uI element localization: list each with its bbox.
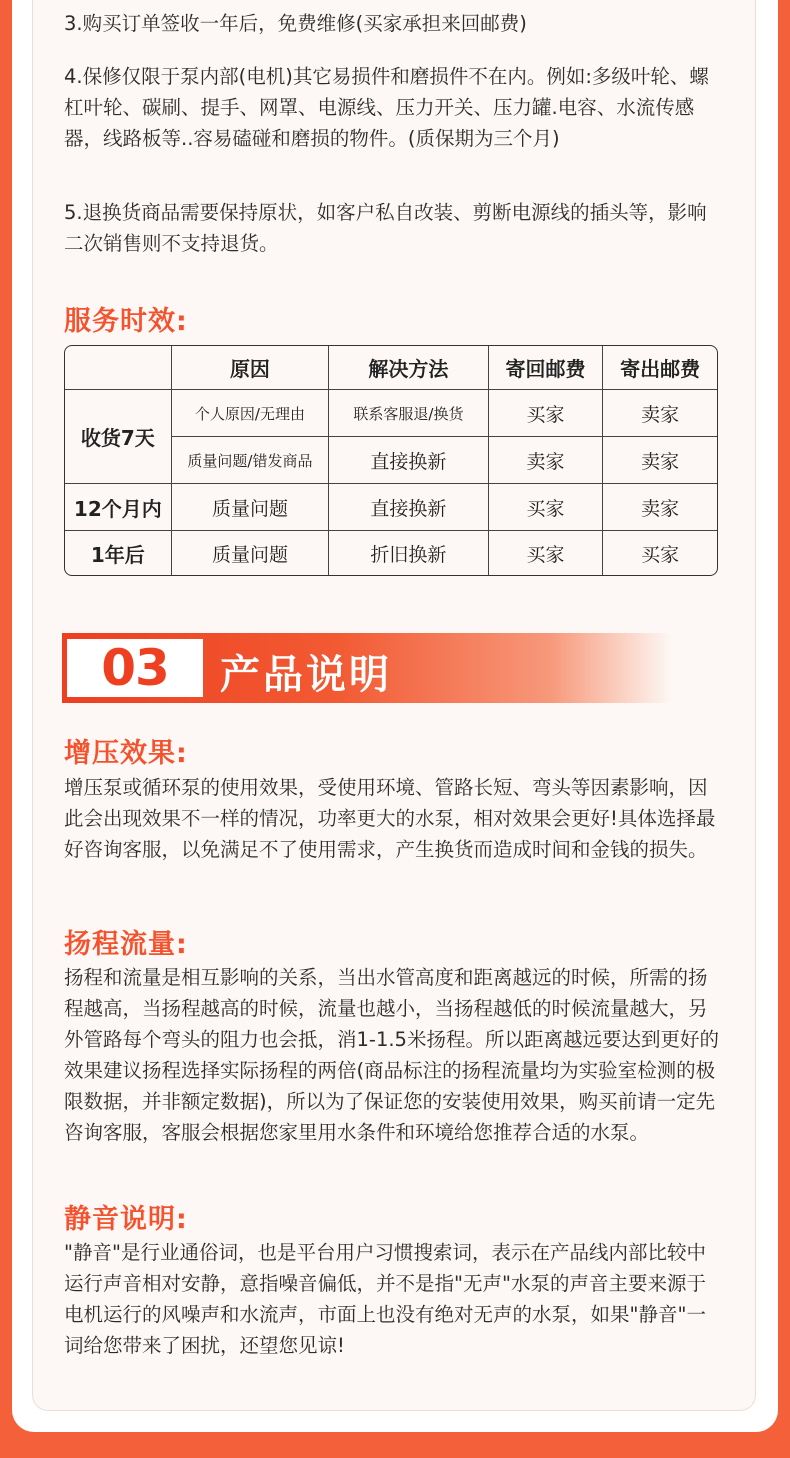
silent-body: "静音"是行业通俗词，也是平台用户习惯搜索词，表示在产品线内部比较中运行声音相对安静，意指噪音偏低，并不是指"无声"水泵的声音主要来源于电机运行的风噪声和水流声，市面上也没有绝对无声的水泵，如果"静音"一词给您带来了困扰，还望您见谅!: [64, 1241, 706, 1357]
section-number-box: [67, 639, 203, 697]
section-title: 产品说明: [220, 652, 392, 698]
table-cell: 联系客服退/换货: [329, 390, 488, 437]
table-header-cell: 寄回邮费: [489, 346, 604, 390]
table-cell: 卖家: [603, 437, 717, 484]
table-row: [65, 484, 717, 531]
silent-heading: 静音说明:: [64, 1204, 188, 1235]
table-header-cell: 解决方法: [329, 346, 488, 390]
table-corner-cell: [65, 346, 172, 390]
section-banner: [62, 633, 672, 703]
table-row: [65, 390, 717, 437]
table-cell: 卖家: [603, 484, 717, 531]
table-cell: 折旧换新: [329, 531, 488, 575]
table-header-cell: 原因: [172, 346, 329, 390]
section-number: 03: [101, 639, 169, 697]
table-cell: 买家: [489, 531, 604, 575]
table-cell: 质量问题: [172, 484, 329, 531]
table-row-label: 12个月内: [65, 484, 172, 531]
head-flow-heading: 扬程流量:: [64, 929, 188, 960]
boost-effect-body: 增压泵或循环泵的使用效果，受使用环境、管路长短、弯头等因素影响，因此会出现效果不一样的情况，功率更大的水泵，相对效果会更好!具体选择最好咨询客服，以免满足不了使用需求，产生换货而造成时间和金钱的损失。: [64, 776, 716, 861]
service-table: [64, 345, 718, 576]
table-cell: 买家: [489, 484, 604, 531]
head-flow-body: 扬程和流量是相互影响的关系，当出水管高度和距离越远的时候，所需的扬程越高，当扬程越高的时候，流量也越小，当扬程越低的时候流量越大，另外管路每个弯头的阻力也会抵，消1-1.5米扬程。所以距离越远要达到更好的效果建议扬程选择实际扬程的两倍(商品标注的扬程流量均为实验室检测的极限数据，并非额定数据)，所以为了保证您的安装使用效果，购买前请一定先咨询客服，客服会根据您家里用水条件和环境给您推荐合适的水泵。: [64, 966, 719, 1144]
table-group-label: 收货7天: [65, 390, 172, 484]
table-cell: 质量问题: [172, 531, 329, 575]
table-cell: 买家: [489, 390, 604, 437]
table-header-row: [65, 346, 717, 390]
table-cell: 买家: [641, 543, 680, 566]
table-cell: 直接换新: [329, 437, 488, 484]
service-heading: 服务时效:: [64, 306, 188, 337]
table-cell: 卖家: [603, 390, 717, 437]
table-header-cell: 寄出邮费: [603, 346, 717, 390]
table-cell: 个人原因/无理由: [172, 390, 329, 437]
table-cell: 直接换新: [329, 484, 488, 531]
table-cell: 质量问题/错发商品: [172, 437, 329, 484]
policy-item-5: 5.退换货商品需要保持原状，如客户私自改装、剪断电源线的插头等，影响二次销售则不支持退货。: [64, 201, 707, 255]
boost-effect-heading: 增压效果:: [64, 738, 188, 769]
table-row-label: 1年后: [65, 531, 172, 575]
table-cell: 卖家: [489, 437, 604, 484]
table-row: [65, 531, 717, 575]
policy-item-3: 3.购买订单签收一年后，免费维修(买家承担来回邮费): [64, 12, 527, 35]
policy-item-4: 4.保修仅限于泵内部(电机)其它易损件和磨损件不在内。例如:多级叶轮、螺杠叶轮、碳刷、提手、网罩、电源线、压力开关、压力罐.电容、水流传感器，线路板等..容易磕碰和磨损的物件。(质保期为三个月): [64, 65, 709, 150]
